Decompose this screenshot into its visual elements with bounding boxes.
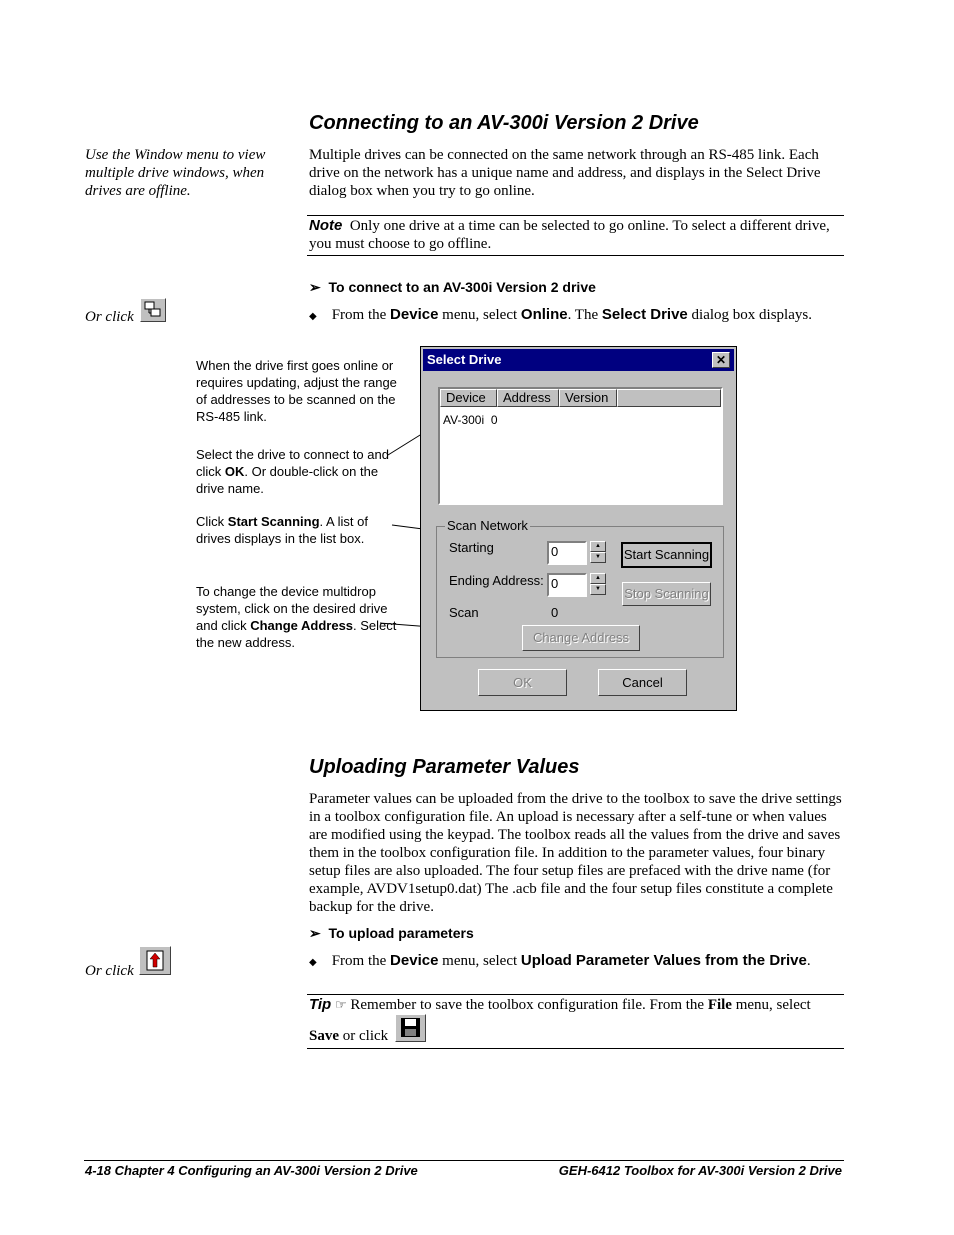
column-header-version[interactable]: Version <box>559 389 617 407</box>
starting-address-input[interactable]: 0 <box>547 541 587 565</box>
callout-text: . Select the new address. <box>196 618 397 650</box>
list-item[interactable] <box>443 413 498 427</box>
save-icon[interactable] <box>395 1014 426 1042</box>
dialog-title: Select Drive <box>427 352 502 367</box>
ending-down-icon[interactable]: ▼ <box>590 584 606 595</box>
dialog-title-bar <box>423 349 734 371</box>
ending-address-label: Ending Address: <box>449 573 544 588</box>
callout-bold: Change Address <box>250 618 354 633</box>
upload-toolbar-icon[interactable] <box>139 946 171 975</box>
procedure-arrow-icon: ➢ <box>309 279 321 295</box>
section-title-connecting: Connecting to an AV-300i Version 2 Drive <box>309 112 699 134</box>
bullet-icon: ◆ <box>309 957 317 968</box>
callout-text: . A list of drives displays in the list box. <box>196 514 368 546</box>
scan-label: Scan <box>449 605 479 620</box>
tip-text: or click <box>339 1028 389 1044</box>
stop-scanning-button[interactable]: Stop Scanning <box>622 582 711 606</box>
step-text: menu, select <box>438 953 521 969</box>
footer-left: 4-18 Chapter 4 Configuring an AV-300i Version 2 Drive <box>85 1163 418 1178</box>
scan-network-label: Scan Network <box>447 518 528 533</box>
list-item-device: AV-300i <box>443 413 485 427</box>
change-address-button[interactable]: Change Address <box>522 625 640 651</box>
step-menu: Device <box>390 306 439 323</box>
callout-bold: Start Scanning <box>227 514 320 529</box>
procedure-arrow-icon: ➢ <box>309 925 321 941</box>
procedure-connect-title: To connect to an AV-300i Version 2 drive <box>328 279 596 295</box>
starting-up-icon[interactable]: ▲ <box>590 541 606 552</box>
upload-step <box>309 952 849 972</box>
note-label: Note <box>309 217 343 234</box>
step-text: . <box>806 953 811 969</box>
select-drive-dialog <box>420 346 737 711</box>
procedure-upload-title: To upload parameters <box>328 925 474 941</box>
tip-bottom-rule <box>307 1048 844 1049</box>
callout-text: . Or double-click on the drive name. <box>196 464 379 496</box>
step-text: . The <box>567 307 602 323</box>
drive-list[interactable] <box>438 387 723 505</box>
step-text: menu, select <box>438 307 521 323</box>
column-header-blank <box>617 389 721 407</box>
starting-down-icon[interactable]: ▼ <box>590 552 606 563</box>
step-text: dialog box displays. <box>687 307 812 323</box>
starting-label: Starting <box>449 540 494 555</box>
column-header-address[interactable]: Address <box>497 389 559 407</box>
ending-address-input[interactable]: 0 <box>547 573 587 597</box>
callout-scan-range: When the drive first goes online or requires updating, adjust the range of addresses to be scanned on the RS-485 link. <box>196 358 397 424</box>
list-item-address: 0 <box>490 413 498 427</box>
or-click-online: Or click <box>85 309 134 325</box>
step-menu: Device <box>390 952 439 969</box>
upload-paragraph: Parameter values can be uploaded from the drive to the toolbox to save the drive settings in a toolbox configuration file. An upload is necessary after a self-tune or when values are modified using the keypad. The toolbox reads all the values from the drive and saves them in the toolbox configuration file. In addition to the parameter values, four binary setup files are also uploaded. The four setup files are prefaced with the drive name (for example, AVDV1setup0.dat) The .acb file and the four setup files constitute a complete backup for the drive. <box>309 791 842 915</box>
tip-text: menu, select <box>731 997 811 1013</box>
bullet-icon: ◆ <box>309 311 317 322</box>
tip-block <box>309 996 844 1014</box>
close-icon[interactable]: ✕ <box>712 352 730 368</box>
tip-file: File <box>707 997 732 1013</box>
tip-text: Remember to save the toolbox configuration file. From the <box>350 997 708 1013</box>
tip-hand-icon: ☞ <box>334 997 347 1012</box>
tip-save: Save <box>309 1028 339 1044</box>
step-text: From the <box>331 307 391 323</box>
step-item: Online <box>520 306 568 323</box>
tip-top-rule <box>307 994 844 995</box>
intro-paragraph: Multiple drives can be connected on the same network through an RS-485 link. Each drive on the network has a unique name and address, and displays in the Select Drive dialog box when you try to go online. <box>309 147 821 199</box>
scan-value: 0 <box>551 605 559 620</box>
tip-line-2 <box>309 1027 388 1045</box>
callout-bold: OK <box>224 464 245 479</box>
ok-button[interactable]: OK <box>478 669 567 696</box>
procedure-upload <box>309 925 474 942</box>
margin-note-window-menu: Use the Window menu to view multiple drive windows, when drives are offline. <box>85 147 266 199</box>
cancel-button[interactable]: Cancel <box>598 669 687 696</box>
footer-right: GEH-6412 Toolbox for AV-300i Version 2 Drive <box>558 1163 842 1178</box>
footer-rule <box>84 1160 844 1161</box>
or-click-upload: Or click <box>85 963 134 979</box>
callout-text: Select the drive to connect to and click <box>196 447 389 479</box>
start-scanning-button[interactable]: Start Scanning <box>622 543 711 567</box>
step-text: From the <box>331 953 391 969</box>
callout-text: Click <box>196 514 228 529</box>
note-text: Only one drive at a time can be selected to go online. To select a different drive, you must choose to go offline. <box>309 218 830 252</box>
step-dialog: Select Drive <box>601 306 688 323</box>
column-header-device[interactable]: Device <box>440 389 497 407</box>
section-title-uploading: Uploading Parameter Values <box>309 756 580 778</box>
step-item: Upload Parameter Values from the Drive <box>520 952 807 969</box>
ending-up-icon[interactable]: ▲ <box>590 573 606 584</box>
callout-text: To change the device multidrop system, click on the desired drive and click <box>196 584 388 633</box>
tip-label: Tip <box>309 996 332 1013</box>
